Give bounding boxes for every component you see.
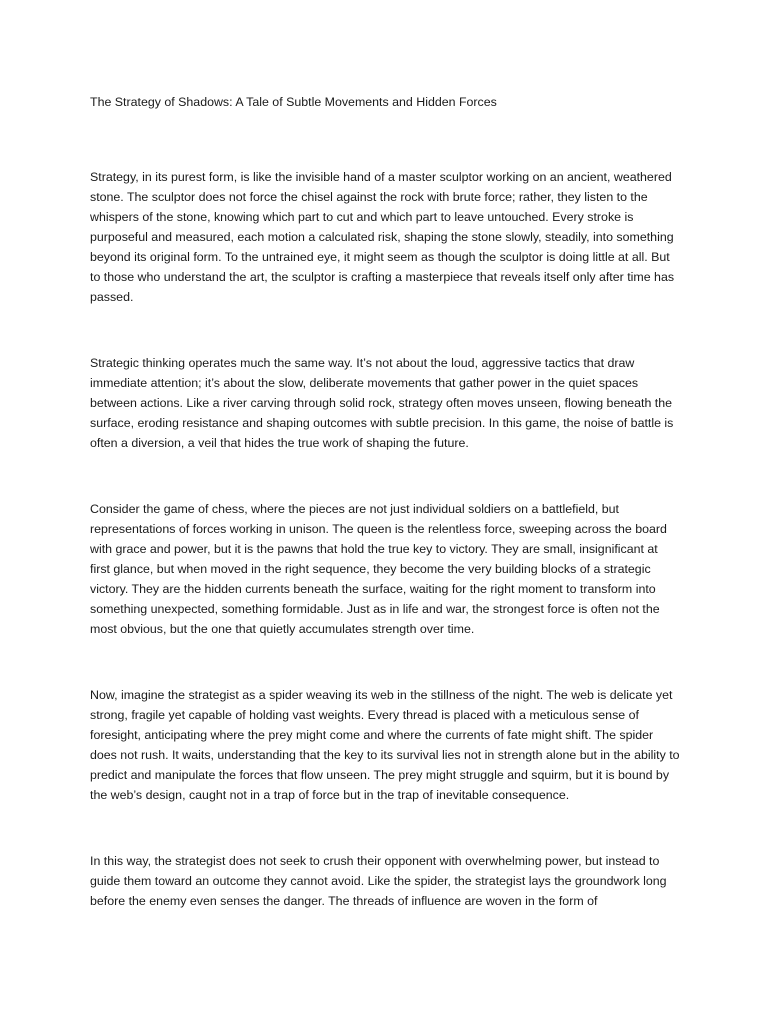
- document-title: The Strategy of Shadows: A Tale of Subtle Movements and Hidden Forces: [90, 95, 497, 109]
- document-body: [90, 92, 680, 911]
- paragraph-strategic-thinking: Strategic thinking operates much the same way. It’s not about the loud, aggressive tactics that draw immediate attention; it’s about the slow, deliberate movements that gather power in the quiet spaces between actions. Like a river carving through solid rock, strategy often moves unseen, flowing beneath the surface, eroding resistance and shaping outcomes with subtle precision. In this game, the noise of battle is often a diversion, a veil that hides the true work of shaping the future.: [90, 356, 674, 450]
- paragraph-strategist: In this way, the strategist does not seek to crush their opponent with overwhelming power, but instead to guide them toward an outcome they cannot avoid. Like the spider, the strategist lays the groundwork long before the enemy even senses the danger. The threads of influence are woven in the form of: [90, 854, 667, 908]
- paragraph-sculptor: Strategy, in its purest form, is like the invisible hand of a master sculptor working on an ancient, weathered stone. The sculptor does not force the chisel against the rock with brute force; rather, they listen to the whispers of the stone, knowing which part to cut and which part to leave untouched. Every stroke is purposeful and measured, each motion a calculated risk, shaping the stone slowly, steadily, into something beyond its original form. To the untrained eye, it might seem as though the sculptor is doing little at all. But to those who understand the art, the sculptor is crafting a masterpiece that reveals itself only after time has passed.: [90, 170, 675, 304]
- paragraph-spider: Now, imagine the strategist as a spider weaving its web in the stillness of the night. The web is delicate yet strong, fragile yet capable of holding vast weights. Every thread is placed with a meticulous sense of foresight, anticipating where the prey might come and where the currents of fate might shift. The spider does not rush. It waits, understanding that the key to its survival lies not in strength alone but in the ability to predict and manipulate the forces that flow unseen. The prey might struggle and squirm, but it is bound by the web’s design, caught not in a trap of force but in the trap of inevitable consequence.: [90, 688, 680, 802]
- paragraph-chess: Consider the game of chess, where the pieces are not just individual soldiers on a battlefield, but representations of forces working in unison. The queen is the relentless force, sweeping across the board with grace and power, but it is the pawns that hold the true key to victory. They are small, insignificant at first glance, but when moved in the right sequence, they become the very building blocks of a strategic victory. They are the hidden currents beneath the surface, waiting for the right moment to transform into something unexpected, something formidable. Just as in life and war, the strongest force is often not the most obvious, but the one that quietly accumulates strength over time.: [90, 502, 667, 636]
